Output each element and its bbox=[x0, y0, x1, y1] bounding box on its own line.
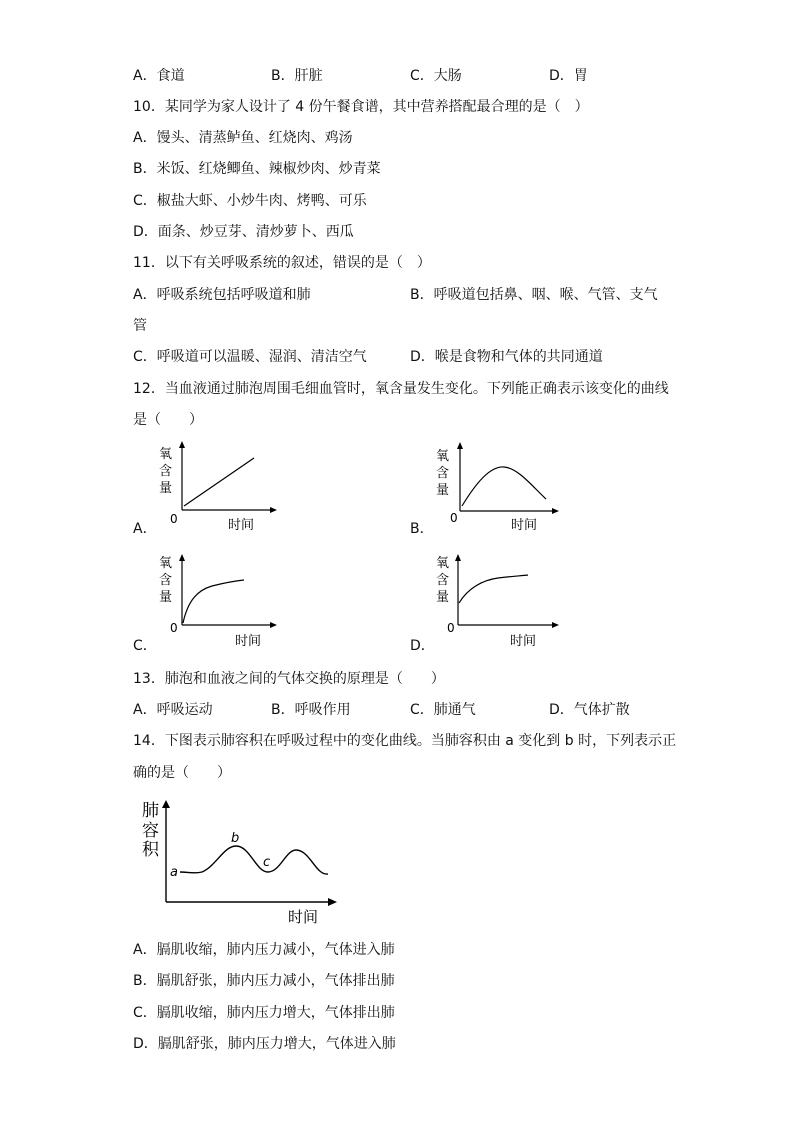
q12-option-d-label[interactable]: D． bbox=[410, 638, 435, 654]
q12-graph-c[interactable] bbox=[150, 550, 280, 650]
y-axis-label: 氧 bbox=[159, 556, 173, 571]
y-axis-label: 含 bbox=[159, 464, 173, 479]
y-axis-label: 含 bbox=[436, 573, 450, 588]
q9-option-a[interactable]: A．食道 bbox=[133, 68, 185, 84]
y-axis-label: 量 bbox=[159, 590, 173, 605]
y-axis-label: 含 bbox=[436, 466, 450, 481]
point-c-label: c bbox=[263, 855, 271, 870]
x-axis-label: 时间 bbox=[228, 518, 255, 533]
q12-stem-line2: 是（ ） bbox=[133, 412, 203, 428]
q11-stem: 11．以下有关呼吸系统的叙述，错误的是（ ） bbox=[133, 255, 431, 271]
q11-option-d[interactable]: D．喉是食物和气体的共同通道 bbox=[410, 349, 603, 365]
q11-option-a[interactable]: A．呼吸系统包括呼吸道和肺 bbox=[133, 287, 311, 303]
q14-stem-line1: 14．下图表示肺容积在呼吸过程中的变化曲线。当肺容积由 a 变化到 b 时，下列表示正 bbox=[133, 733, 677, 749]
q13-option-d[interactable]: D．气体扩散 bbox=[549, 702, 630, 718]
point-a-label: a bbox=[170, 865, 178, 880]
y-axis-label: 氧 bbox=[159, 447, 173, 462]
y-axis-label: 肺 bbox=[142, 801, 159, 821]
q11-option-b-continued: 管 bbox=[133, 318, 147, 334]
q11-option-b[interactable]: B．呼吸道包括鼻、咽、喉、气管、支气 bbox=[410, 287, 658, 303]
y-axis-label: 氧 bbox=[436, 556, 450, 571]
point-b-label: b bbox=[231, 831, 240, 846]
x-axis-label: 时间 bbox=[511, 518, 538, 533]
x-axis-label: 时间 bbox=[235, 634, 262, 649]
curve bbox=[462, 467, 546, 506]
q14-option-c[interactable]: C．膈肌收缩，肺内压力增大，气体排出肺 bbox=[133, 1005, 395, 1021]
q12-stem-line1: 12．当血液通过肺泡周围毛细血管时，氧含量发生变化。下列能正确表示该变化的曲线 bbox=[133, 381, 669, 397]
q14-lung-volume-graph bbox=[140, 796, 340, 930]
origin-label: 0 bbox=[170, 512, 178, 526]
q9-option-b[interactable]: B．肝脏 bbox=[271, 68, 323, 84]
q12-graph-d[interactable] bbox=[428, 550, 563, 650]
y-axis-label: 含 bbox=[159, 573, 173, 588]
q13-stem: 13．肺泡和血液之间的气体交换的原理是（ ） bbox=[133, 671, 445, 687]
q10-option-a[interactable]: A．馒头、清蒸鲈鱼、红烧肉、鸡汤 bbox=[133, 130, 353, 146]
q12-option-b-label[interactable]: B． bbox=[410, 521, 434, 537]
q14-option-a[interactable]: A．膈肌收缩，肺内压力减小，气体进入肺 bbox=[133, 942, 395, 958]
q12-graph-b[interactable] bbox=[428, 438, 563, 538]
curve bbox=[183, 580, 244, 623]
x-axis-label: 时间 bbox=[510, 634, 537, 649]
origin-label: 0 bbox=[170, 621, 178, 635]
q13-option-a[interactable]: A．呼吸运动 bbox=[133, 702, 213, 718]
y-axis-label: 量 bbox=[159, 481, 173, 496]
y-axis-label: 容 bbox=[142, 821, 159, 841]
q14-option-d[interactable]: D．膈肌舒张，肺内压力增大，气体进入肺 bbox=[133, 1036, 396, 1052]
x-axis-label: 时间 bbox=[288, 908, 319, 926]
q13-option-c[interactable]: C．肺通气 bbox=[410, 702, 476, 718]
curve bbox=[184, 458, 254, 506]
q12-option-a-label[interactable]: A． bbox=[133, 521, 157, 537]
q11-option-c[interactable]: C．呼吸道可以温暖、湿润、清洁空气 bbox=[133, 349, 367, 365]
y-axis-label: 量 bbox=[436, 590, 450, 605]
q10-option-d[interactable]: D．面条、炒豆芽、清炒萝卜、西瓜 bbox=[133, 224, 354, 240]
q12-option-c-label[interactable]: C． bbox=[133, 638, 157, 654]
q10-stem: 10．某同学为家人设计了 4 份午餐食谱，其中营养搭配最合理的是（ ） bbox=[133, 99, 589, 115]
y-axis-label: 量 bbox=[436, 483, 450, 498]
q10-option-b[interactable]: B．米饭、红烧鲫鱼、辣椒炒肉、炒青菜 bbox=[133, 161, 381, 177]
q13-option-b[interactable]: B．呼吸作用 bbox=[271, 702, 351, 718]
origin-label: 0 bbox=[450, 511, 458, 525]
q14-stem-line2: 确的是（ ） bbox=[133, 765, 231, 781]
q12-graph-a[interactable] bbox=[150, 438, 280, 538]
curve bbox=[180, 846, 328, 874]
q14-option-b[interactable]: B．膈肌舒张，肺内压力减小，气体排出肺 bbox=[133, 973, 395, 989]
curve bbox=[459, 575, 528, 603]
origin-label: 0 bbox=[447, 621, 455, 635]
q9-option-d[interactable]: D．胃 bbox=[549, 68, 588, 84]
y-axis-label: 氧 bbox=[436, 449, 450, 464]
q10-option-c[interactable]: C．椒盐大虾、小炒牛肉、烤鸭、可乐 bbox=[133, 193, 367, 209]
q9-option-c[interactable]: C．大肠 bbox=[410, 68, 462, 84]
y-axis-label: 积 bbox=[142, 840, 159, 860]
